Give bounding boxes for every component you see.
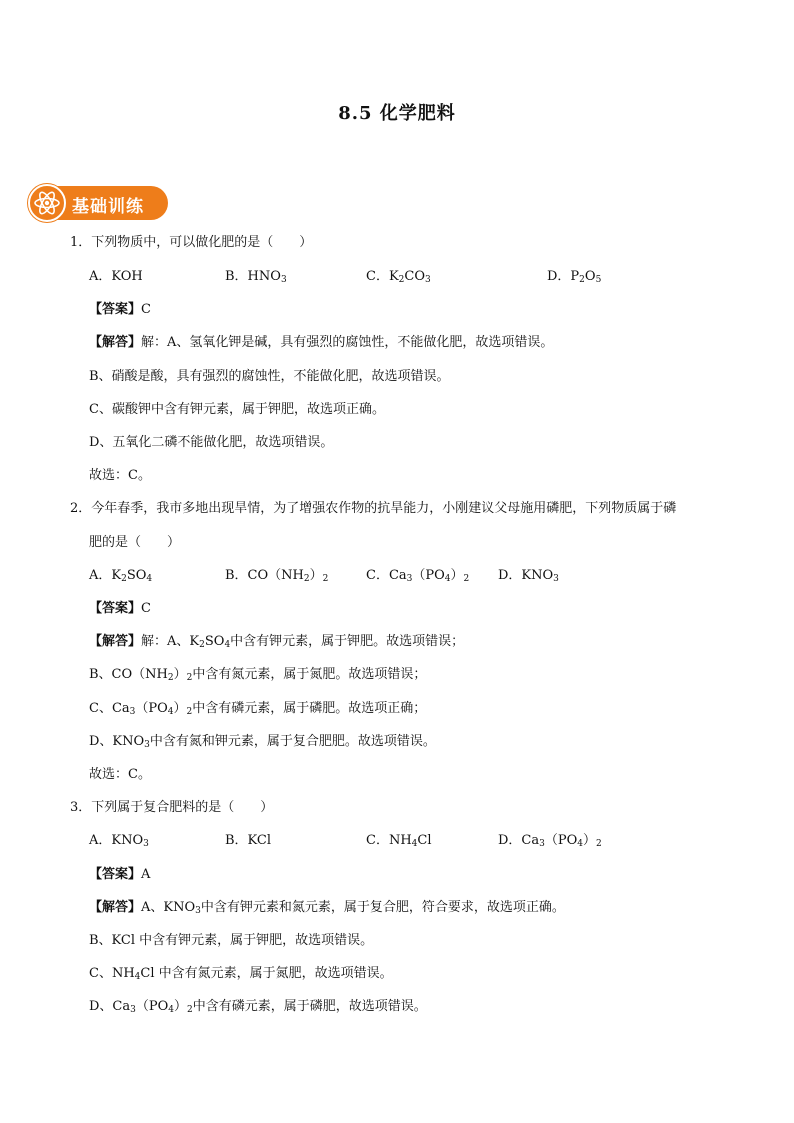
q1-conclusion: 故选：C。 <box>89 468 151 483</box>
q2-stem: 2．今年春季，我市多地出现旱情，为了增强农作物的抗旱能力，小刚建议父母施用磷肥，下列物质属于磷 <box>70 501 677 516</box>
q2-option-d: D．$KNO_3$ <box>498 568 559 584</box>
q2-line-c: C、$Ca_3(PO_4)_2$中含有磷元素，属于磷肥。故选项正确； <box>89 701 427 717</box>
q2-conclusion: 故选：C。 <box>89 767 151 782</box>
q3-answer: 【答案】A <box>89 867 151 882</box>
q3-explanation: 【解答】A、$KNO_3$中含有钾元素和氮元素，属于复合肥，符合要求，故选项正确。 <box>89 900 565 916</box>
section-banner <box>28 184 170 222</box>
q2-line-b: B、$CO(NH_2)_2$中含有氮元素，属于氮肥。故选项错误； <box>89 667 427 683</box>
q3-line-b: B、KCl 中含有钾元素，属于钾肥，故选项错误。 <box>89 933 374 948</box>
q2-option-a: A．$K_2SO_4$ <box>89 568 153 584</box>
q1-stem: 1．下列物质中，可以做化肥的是（ ） <box>70 235 313 250</box>
page-title: 8.5 化学肥料 <box>338 103 456 124</box>
q1-option-a: A．KOH <box>89 269 143 284</box>
q3-line-d: D、$Ca_3(PO_4)_2$中含有磷元素，属于磷肥，故选项错误。 <box>89 999 427 1015</box>
q1-line-b: B、硝酸是酸，具有强烈的腐蚀性，不能做化肥，故选项错误。 <box>89 369 450 384</box>
q2-option-c: C．$Ca_3(PO_4)_2$ <box>366 568 470 584</box>
q3-stem: 3．下列属于复合肥料的是（ ） <box>70 800 274 815</box>
q2-line-d: D、$KNO_3$中含有氮和钾元素，属于复合肥肥。故选项错误。 <box>89 734 436 750</box>
q3-option-a: A．$KNO_3$ <box>89 833 149 849</box>
q1-option-b: B．$HNO_3$ <box>225 269 287 285</box>
q1-line-d: D、五氧化二磷不能做化肥，故选项错误。 <box>89 435 334 450</box>
q1-answer: 【答案】C <box>89 302 151 317</box>
section-label: 基础训练 <box>72 197 144 217</box>
q1-line-c: C、碳酸钾中含有钾元素，属于钾肥，故选项正确。 <box>89 402 385 417</box>
q3-line-c: C、$NH_4Cl$ 中含有氮元素，属于氮肥，故选项错误。 <box>89 966 393 982</box>
q3-option-c: C．$NH_4Cl$ <box>366 833 432 849</box>
q3-option-d: D．$Ca_3(PO_4)_2$ <box>498 833 602 849</box>
q1-option-d: D．$P_2O_5$ <box>547 269 602 285</box>
q2-option-b: B．$CO(NH_2)_2$ <box>225 568 329 584</box>
q2-stem-cont: 肥的是（ ） <box>89 535 181 550</box>
q1-explanation: 【解答】解：A、氢氧化钾是碱，具有强烈的腐蚀性，不能做化肥，故选项错误。 <box>89 335 554 350</box>
atom-icon <box>28 184 66 222</box>
q1-option-c: C．$K_2CO_3$ <box>366 269 431 285</box>
q3-option-b: B．KCl <box>225 833 272 848</box>
q2-answer: 【答案】C <box>89 601 151 616</box>
q2-explanation: 【解答】解：A、$K_2SO_4$中含有钾元素，属于钾肥。故选项错误； <box>89 634 465 650</box>
